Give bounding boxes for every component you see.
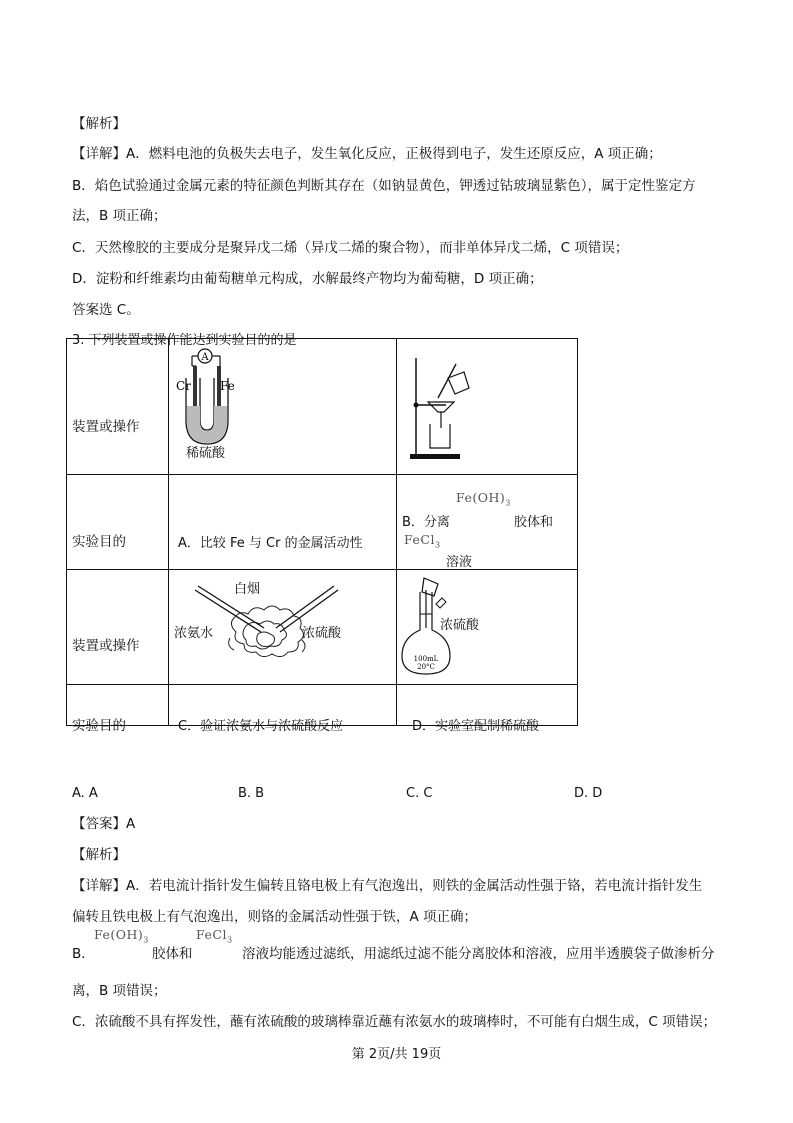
detail-b-mid2: 溶液均能透过滤纸，用滤纸过滤不能分离胶体和溶液，应用半透膜袋子做渗析分 (242, 946, 715, 962)
label-conc-sulfuric-c: 浓硫酸 (302, 626, 342, 641)
svg-text:A: A (201, 352, 209, 363)
page-footer: 第 2页/共 19页 (351, 1047, 442, 1062)
option-b-suffix: 溶液 (446, 555, 473, 570)
detail-c-line: C．浓硫酸不具有挥发性，蘸有浓硫酸的玻璃棒靠近蘸有浓氨水的玻璃棒时，不可能有白烟生成，C 项错误； (72, 1014, 717, 1030)
option-d: D. D (574, 786, 603, 801)
detail-line-a: 【详解】A．燃料电池的负极失去电子，发生氧化反应，正极得到电子，发生还原反应，A 项正确； (72, 146, 662, 162)
row-label-goal-2: 实验目的 (72, 718, 126, 734)
formula-fecl3: FeCl$_3$ (404, 532, 441, 550)
detail-line-b2: 法，B 项正确； (72, 208, 167, 224)
label-conc-sulfuric-d: 浓硫酸 (440, 618, 480, 633)
formula-feoh3-2: $Fe(OH)_3$ (94, 927, 149, 945)
row-label-goal-1: 实验目的 (72, 534, 126, 550)
formula-fecl3-2: FeCl$_3$ (196, 927, 233, 945)
option-b-prefix: B．分离 (402, 515, 450, 530)
answer-line: 答案选 C。 (72, 302, 140, 318)
svg-text:Cr: Cr (176, 379, 191, 393)
svg-text:20°C: 20°C (417, 663, 435, 671)
detail-line-c: C．天然橡胶的主要成分是聚异戊二烯（异戊二烯的聚合物），而非单体异戊二烯，C 项错误； (72, 240, 629, 256)
cell-a-goal (168, 474, 397, 570)
detail-b-line2: 离，B 项错误； (72, 983, 167, 999)
label-conc-ammonia: 浓氨水 (174, 626, 214, 641)
detail-b-prefix: B． (72, 946, 95, 962)
row-label-setup-1: 装置或操作 (72, 419, 140, 435)
option-d-goal: D．实验室配制稀硫酸 (412, 719, 540, 734)
label-dilute-sulfuric: 稀硫酸 (186, 446, 226, 461)
detail-line-b1: B．焰色试验通过金属元素的特征颜色判断其存在（如钠显黄色，钾透过钴玻璃显紫色），属于定性鉴定方 (72, 178, 696, 194)
svg-text:100mL: 100mL (413, 655, 439, 663)
detail-line-d: D．淀粉和纤维素均由葡萄糖单元构成，水解最终产物均为葡萄糖，D 项正确； (72, 271, 543, 287)
option-b-mid: 胶体和 (514, 515, 554, 530)
option-a-goal: A．比较 Fe 与 Cr 的金属活动性 (178, 536, 363, 551)
cell-r2-label (66, 474, 169, 570)
analysis-tag: 【解析】 (72, 116, 126, 132)
svg-text:Fe: Fe (220, 379, 235, 393)
option-c-goal: C．验证浓氨水与浓硫酸反应 (178, 719, 344, 734)
cell-r3-label (66, 569, 169, 685)
row-label-setup-2: 装置或操作 (72, 638, 140, 654)
detail-a-line2: 偏转且铁电极上有气泡逸出，则铬的金属活动性强于铁，A 项正确； (72, 909, 478, 925)
detail-a-line1: 【详解】A．若电流计指针发生偏转且铬电极上有气泡逸出，则铁的金属活动性强于铬，若电流计指针发生 (72, 878, 703, 894)
formula-feoh3: $Fe(OH)_3$ (456, 490, 511, 508)
detail-b-mid1: 胶体和 (152, 946, 193, 962)
option-b: B. B (238, 786, 265, 801)
label-white-smoke: 白烟 (234, 578, 260, 597)
option-c: C. C (406, 786, 433, 801)
analysis-tag-2: 【解析】 (72, 847, 126, 863)
question-stem: 3. 下列装置或操作能达到实验目的的是 (72, 333, 297, 348)
option-a: A. A (72, 786, 98, 801)
answer-label: 【答案】A (72, 816, 136, 832)
cell-r1-label (66, 338, 169, 475)
filtration-diagram (402, 350, 472, 465)
